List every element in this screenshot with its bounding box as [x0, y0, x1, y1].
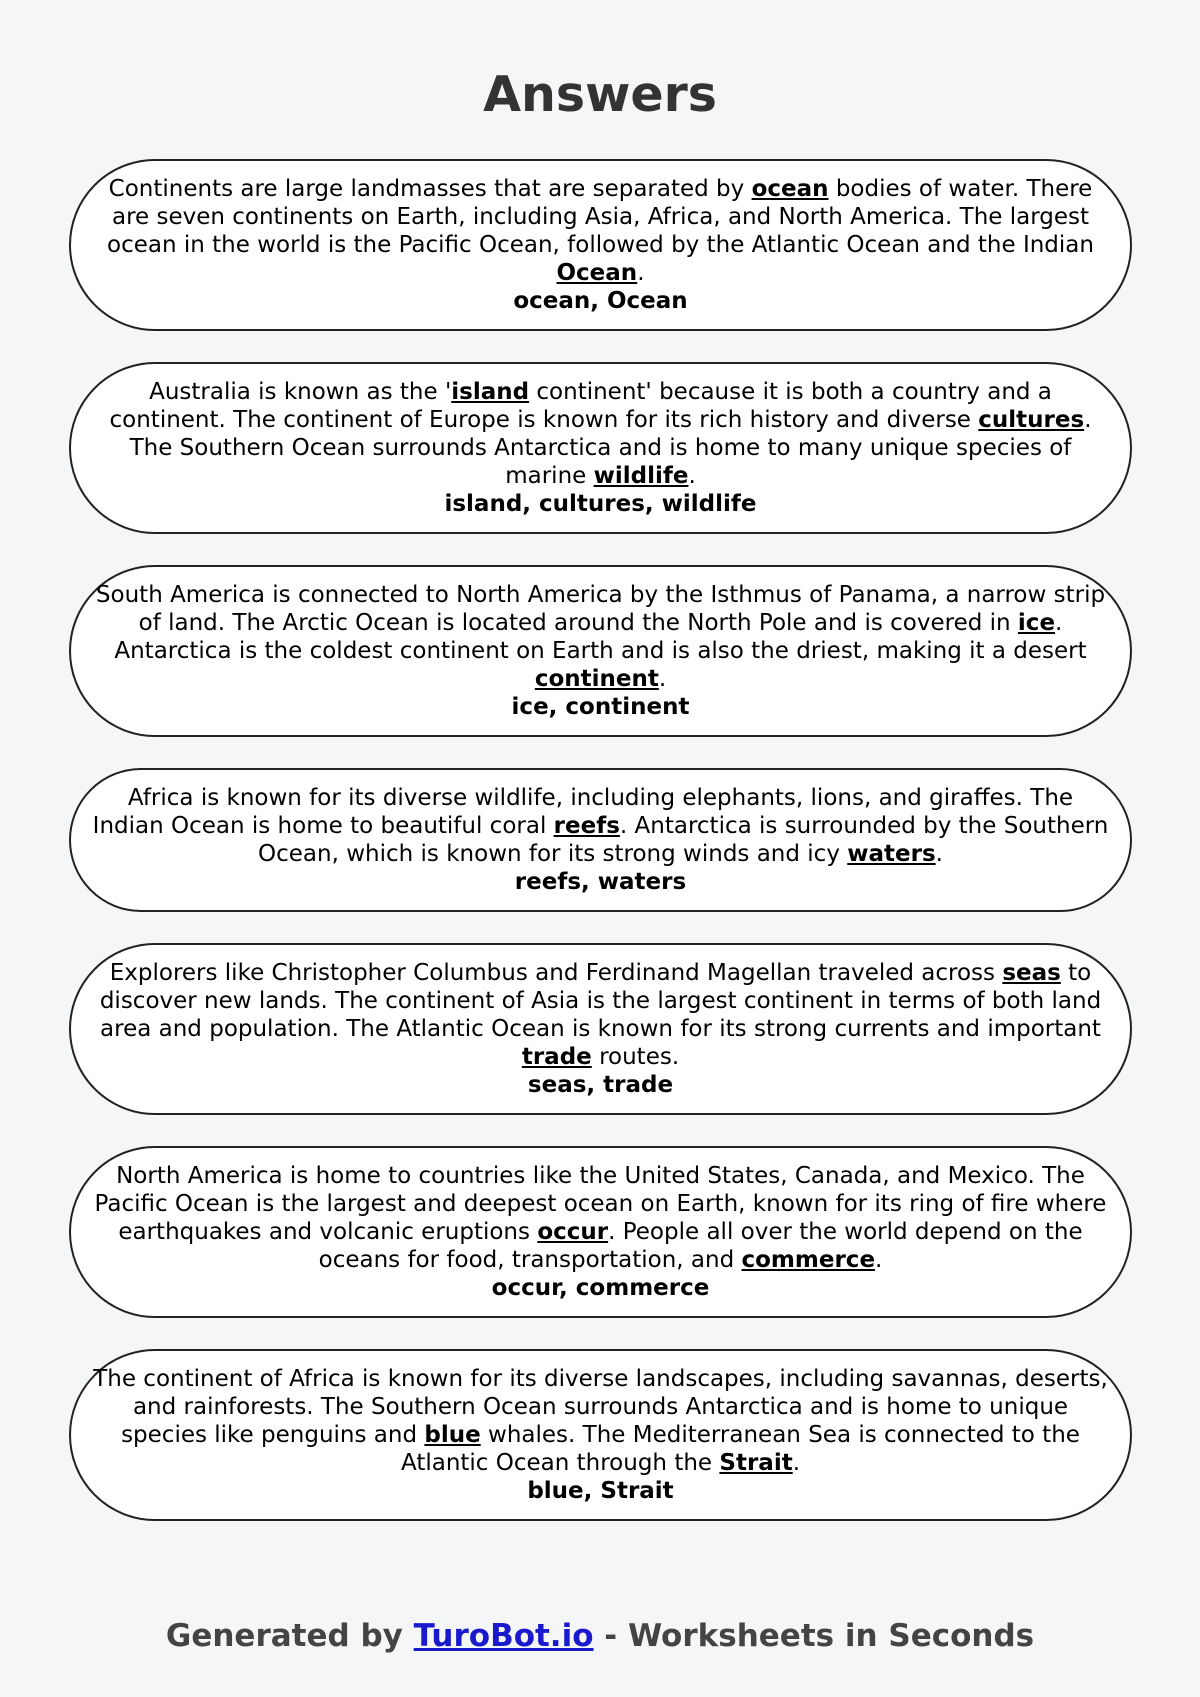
answer-card [69, 159, 1132, 331]
answer-word: Strait [719, 1450, 793, 1476]
sentence-text: . [688, 463, 696, 489]
answer-word: blue [424, 1422, 481, 1448]
answer-card [69, 565, 1132, 737]
answer-key: occur, commerce [491, 1275, 710, 1301]
answer-word: occur [537, 1219, 609, 1245]
answer-sentence [89, 784, 1112, 868]
answer-card [69, 943, 1132, 1115]
answer-sentence [89, 959, 1112, 1071]
answer-word: seas [1002, 960, 1061, 986]
footer [0, 1618, 1200, 1654]
turobot-link[interactable]: TuroBot.io [413, 1618, 594, 1654]
sentence-text: to discover new lands. The continent of Asia is the largest continent in terms of both land area and population. The Atlantic Ocean is known for its strong currents and important [99, 960, 1102, 1042]
answer-sentence [89, 1162, 1112, 1274]
answer-key: ice, continent [511, 694, 690, 720]
answer-word: waters [847, 841, 936, 867]
answer-key: ocean, Ocean [513, 288, 688, 314]
sentence-text: . [792, 1450, 801, 1476]
answer-key: reefs, waters [514, 869, 687, 895]
sentence-text: Continents are large landmasses that are separated by [108, 176, 752, 202]
answer-word: Ocean [556, 260, 638, 286]
answer-word: ocean [751, 176, 829, 202]
footer-suffix: - Worksheets in Seconds [593, 1618, 1035, 1654]
sentence-text: routes. [591, 1044, 680, 1070]
sentence-text: Africa is known for its diverse wildlife, including elephants, lions, and giraffes. The Indian Ocean is home to beautiful coral [92, 785, 1074, 839]
sentence-text: whales. The Mediterranean Sea is connected to the Atlantic Ocean through the [400, 1422, 1080, 1476]
sentence-text: continent' because it is both a country and a continent. The continent of Europe is known for its rich history and diverse [109, 379, 1052, 433]
page-title: Answers [483, 66, 717, 123]
sentence-text: South America is connected to North America by the Isthmus of Panama, a narrow strip of land. The Arctic Ocean is located around the North Pole and is covered in [95, 582, 1106, 636]
answer-card-list [69, 159, 1132, 1552]
sentence-text: . People all over the world depend on the oceans for food, transportation, and [318, 1219, 1083, 1273]
sentence-text: Australia is known as the ' [149, 379, 452, 405]
answer-card [69, 362, 1132, 534]
sentence-text: Explorers like Christopher Columbus and Ferdinand Magellan traveled across [109, 960, 1003, 986]
answer-word: commerce [741, 1247, 876, 1273]
sentence-text: . [637, 260, 645, 286]
sentence-text: North America is home to countries like the United States, Canada, and Mexico. The Pacific Ocean is the largest and deepest ocean on Earth, known for its ring of fire where earthquakes and volcanic eruptions [94, 1163, 1107, 1245]
answer-word: ice [1017, 610, 1056, 636]
answer-word: island [451, 379, 530, 405]
answer-word: cultures [978, 407, 1085, 433]
answer-word: trade [521, 1044, 592, 1070]
answer-word: continent [534, 666, 659, 692]
answer-word: wildlife [593, 463, 689, 489]
answer-card [69, 1349, 1132, 1521]
answer-sentence [89, 175, 1112, 287]
answer-key: island, cultures, wildlife [444, 491, 757, 517]
answer-key: blue, Strait [527, 1478, 674, 1504]
answer-sentence [89, 1365, 1112, 1477]
footer-prefix: Generated by [165, 1618, 414, 1654]
sentence-text: . [658, 666, 667, 692]
sentence-text: . [875, 1247, 883, 1273]
answer-sentence [89, 378, 1112, 490]
answer-card [69, 1146, 1132, 1318]
sentence-text: bodies of water. There are seven continents on Earth, including Asia, Africa, and North America. The largest ocean in the world is the Pacific Ocean, followed by the Atlantic Ocean and the Indian [107, 176, 1094, 258]
sentence-text: . [935, 841, 943, 867]
answer-sentence [89, 581, 1112, 693]
answer-key: seas, trade [527, 1072, 674, 1098]
answer-card [69, 768, 1132, 912]
answer-word: reefs [553, 813, 620, 839]
sentence-text: . The Southern Ocean surrounds Antarctica and is home to many unique species of marine [129, 407, 1092, 489]
sentence-text: . Antarctica is the coldest continent on Earth and is also the driest, making it a desert [114, 610, 1087, 664]
sentence-text: . Antarctica is surrounded by the Southern Ocean, which is known for its strong winds and icy [258, 813, 1109, 867]
sentence-text: The continent of Africa is known for its diverse landscapes, including savannas, deserts, and rainforests. The Southern Ocean surrounds Antarctica and is home to unique species like penguins and [93, 1366, 1108, 1448]
